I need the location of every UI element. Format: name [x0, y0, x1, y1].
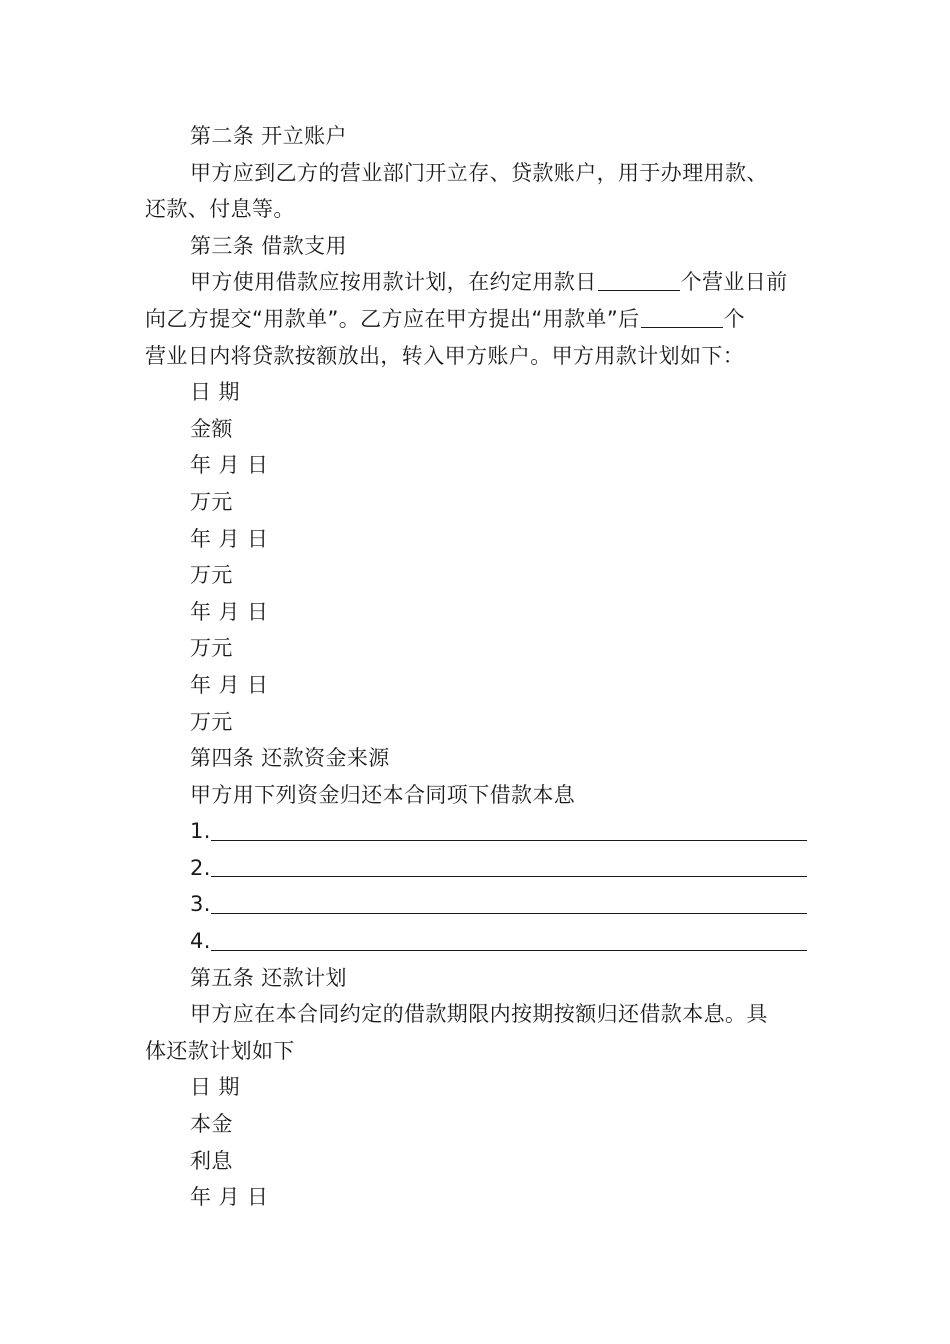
repayment-source-item[interactable]	[145, 850, 807, 887]
article-4-heading: 第四条 还款资金来源	[190, 746, 390, 771]
fill-in-line[interactable]	[211, 950, 807, 951]
article-3-paragraph-line-2	[145, 301, 807, 338]
article-3-line-2-text-b: 个	[723, 306, 745, 331]
article-5-paragraph-line-1: 甲方应在本合同约定的借款期限内按期按额归还借款本息。具	[190, 1002, 768, 1027]
fill-in-line[interactable]	[211, 876, 807, 877]
article-3-paragraph-line-3: 营业日内将贷款按额放出，转入甲方账户。甲方用款计划如下：	[145, 343, 745, 368]
repayment-plan-cell: 年 月 日	[190, 1185, 269, 1210]
article-2-heading: 第二条 开立账户	[190, 124, 347, 148]
document-body	[145, 118, 807, 1216]
repayment-source-item[interactable]	[145, 886, 807, 923]
usage-plan-cell: 万元	[190, 563, 233, 588]
article-2-paragraph-line-2: 还款、付息等。	[145, 197, 295, 222]
repayment-plan-table	[145, 1069, 807, 1215]
fill-in-blank-days-after[interactable]	[641, 305, 723, 328]
article-3-line-1-text-a: 甲方使用借款应按用款计划，在约定用款日	[190, 270, 597, 295]
usage-plan-cell: 万元	[190, 489, 233, 514]
usage-plan-cell: 日 期	[190, 380, 240, 405]
repayment-source-number: 4.	[190, 929, 211, 954]
repayment-source-number: 3.	[190, 892, 211, 917]
article-3-line-1-text-b: 个营业日前	[680, 270, 788, 295]
article-2-paragraph-line-1: 甲方应到乙方的营业部门开立存、贷款账户，用于办理用款、	[190, 160, 768, 185]
article-3-paragraph-line-1	[145, 264, 807, 301]
usage-plan-cell: 万元	[190, 709, 233, 734]
article-3-line-2-text-a: 向乙方提交“用款单”。乙方应在甲方提出“用款单”后	[145, 306, 640, 331]
fill-in-line[interactable]	[211, 840, 807, 841]
repayment-plan-cell: 日 期	[190, 1075, 240, 1100]
usage-plan-cell: 年 月 日	[190, 672, 269, 697]
fill-in-line[interactable]	[211, 913, 807, 914]
usage-plan-cell: 年 月 日	[190, 599, 269, 624]
repayment-source-number: 2.	[190, 855, 211, 880]
repayment-plan-cell: 本金	[190, 1112, 233, 1137]
repayment-source-item[interactable]	[145, 923, 807, 960]
article-5-heading: 第五条 还款计划	[190, 965, 347, 990]
repayment-source-number: 1.	[190, 819, 211, 844]
usage-plan-cell: 年 月 日	[190, 526, 269, 551]
article-5-paragraph-line-2: 体还款计划如下	[145, 1038, 295, 1063]
usage-plan-cell: 年 月 日	[190, 453, 269, 478]
usage-plan-cell: 金额	[190, 416, 233, 441]
article-4-intro: 甲方用下列资金归还本合同项下借款本息	[190, 782, 576, 807]
usage-plan-table	[145, 374, 807, 740]
article-3-heading: 第三条 借款支用	[190, 233, 347, 258]
repayment-source-item[interactable]	[145, 813, 807, 850]
usage-plan-cell: 万元	[190, 636, 233, 661]
fill-in-blank-days-before[interactable]	[598, 268, 680, 291]
repayment-plan-cell: 利息	[190, 1148, 233, 1173]
